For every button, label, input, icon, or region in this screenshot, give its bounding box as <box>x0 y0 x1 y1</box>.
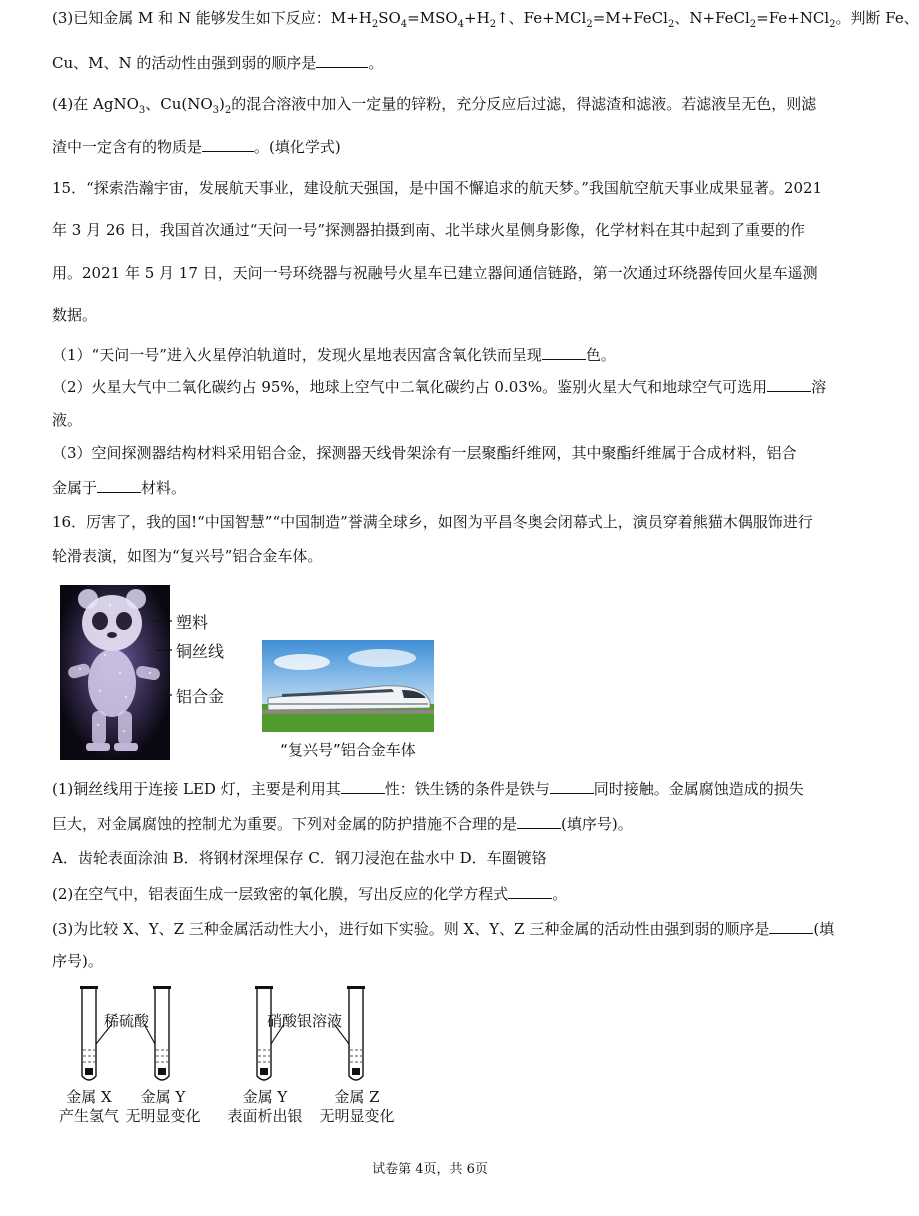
text: (1)铜丝线用于连接 LED 灯，主要是利用其 <box>52 780 341 798</box>
answer-blank[interactable] <box>341 778 385 794</box>
q3-order-line <box>52 52 383 73</box>
text: 渣中一定含有的物质是 <box>52 138 203 156</box>
text: (3)为比较 X、Y、Z 三种金属活动性大小，进行如下实验。则 X、Y、Z 三种金属的活动性由强到弱的顺序是 <box>52 920 770 938</box>
text: (3)已知金属 M 和 N 能够发生如下反应：M+H <box>52 9 372 27</box>
tube-result: 无明显变化 <box>319 1107 395 1125</box>
tube-metal: 金属 Y <box>242 1088 288 1106</box>
label-plastic: 塑料 <box>176 613 209 632</box>
q16-options-line: A．齿轮表面涂油 B．将钢材深埋保存 C．钢刀浸泡在盐水中 D．车圈镀铬 <box>52 849 547 867</box>
text: 、Cu(NO <box>145 95 213 113</box>
label-dilute-sulfuric-acid: 稀硫酸 <box>104 1012 150 1030</box>
text: 性：铁生锈的条件是铁与 <box>384 780 550 798</box>
label-copper-wire: 铜丝线 <box>176 642 225 661</box>
q15-1-line <box>52 344 616 365</box>
panda-figure <box>60 585 268 763</box>
answer-blank[interactable] <box>769 918 813 934</box>
text: ↑、Fe+MCl <box>496 9 587 27</box>
answer-blank[interactable] <box>97 477 141 493</box>
q3-equation-line <box>52 8 919 35</box>
text: (2)在空气中，铝表面生成一层致密的氧化膜，写出反应的化学方程式 <box>52 885 509 903</box>
subscript: 4 <box>400 19 408 30</box>
q15-line-2: 年 3 月 26 日，我国首次通过“天问一号”探测器拍摄到南、北半球火星侧身影像，化学材料在其中起到了重要的作 <box>52 221 806 239</box>
q4-answer-line <box>52 136 341 157</box>
text: =M+FeCl <box>592 9 668 27</box>
page-footer: 试卷第 4页，共 6页 <box>372 1162 488 1177</box>
q4-line <box>52 94 816 121</box>
label-aluminum-alloy: 铝合金 <box>176 687 225 706</box>
answer-blank[interactable] <box>316 52 368 68</box>
callout-lines <box>60 585 268 763</box>
text: 金属于 <box>52 479 98 497</box>
subscript: 4 <box>457 19 465 30</box>
text: =MSO <box>407 9 458 27</box>
answer-blank[interactable] <box>202 136 254 152</box>
answer-blank[interactable] <box>767 376 811 392</box>
q15-3-line: （3）空间探测器结构材料采用铝合金，探测器天线骨架涂有一层聚酯纤维网，其中聚酯纤维属于合成材料，铝合 <box>52 444 797 462</box>
label-silver-nitrate: 硝酸银溶液 <box>267 1012 343 1030</box>
q16-3-line <box>52 918 834 939</box>
subscript: 3 <box>138 105 146 116</box>
subscript: 2 <box>371 19 379 30</box>
tube-metal: 金属 Y <box>140 1088 186 1106</box>
text: 材料。 <box>141 479 187 497</box>
q16-line-1: 16．厉害了，我的国!“中国智慧”“中国制造”誉满全球乡，如图为平昌冬奥会闭幕式上，演员穿着熊猫木偶服饰进行 <box>52 513 813 531</box>
text: 的混合溶液中加入一定量的锌粉，充分反应后过滤，得滤渣和滤液。若滤液呈无色，则滤 <box>231 95 817 113</box>
q16-3-line-b: 序号)。 <box>52 952 103 970</box>
q15-2-line <box>52 376 826 397</box>
q15-2-line-b: 液。 <box>52 411 83 429</box>
text: 、N+FeCl <box>674 9 750 27</box>
train-photo <box>262 640 434 732</box>
subscript: 3 <box>212 105 220 116</box>
q15-3-line-b <box>52 477 186 498</box>
text: Cu、M、N 的活动性由强到弱的顺序是 <box>52 54 317 72</box>
subscript: 2 <box>829 19 836 30</box>
tube-metal: 金属 Z <box>334 1088 380 1106</box>
answer-blank[interactable] <box>542 344 586 360</box>
text: 。判断 Fe、 <box>835 9 919 27</box>
tube-3-caption <box>220 1088 310 1126</box>
q16-1-line-b <box>52 813 633 834</box>
text: (4)在 AgNO <box>52 95 139 113</box>
text: 溶 <box>811 378 827 396</box>
train-figure <box>262 640 434 762</box>
subscript: 2 <box>749 19 757 30</box>
tube-2-caption <box>118 1088 208 1126</box>
text: （1）“天问一号”进入火星停泊轨道时，发现火星地表因富含氧化铁而呈现 <box>52 346 542 364</box>
q15-line-4: 数据。 <box>52 306 98 324</box>
text: (填序号)。 <box>561 815 633 833</box>
answer-blank[interactable] <box>517 813 561 829</box>
tube-4-caption <box>312 1088 402 1126</box>
text: 巨大，对金属腐蚀的控制尤为重要。下列对金属的防护措施不合理的是 <box>52 815 518 833</box>
train-illustration <box>262 640 434 732</box>
subscript: 2 <box>586 19 593 30</box>
tube-result: 产生氢气 <box>58 1107 119 1125</box>
tube-result: 表面析出银 <box>227 1107 303 1125</box>
text: 。 <box>552 885 568 903</box>
q15-line-3: 用。2021 年 5 月 17 日，天问一号环绕器与祝融号火星车已建立器间通信链路，第一次通过环绕器传回火星车遥测 <box>52 264 818 282</box>
text: +H <box>464 9 490 27</box>
q16-line-2: 轮滑表演，如图为“复兴号”铝合金车体。 <box>52 547 323 565</box>
answer-blank[interactable] <box>550 778 594 794</box>
subscript: 2 <box>489 19 497 30</box>
test-tube-figure <box>52 982 412 1128</box>
tube-metal: 金属 X <box>66 1088 112 1106</box>
subscript: 2 <box>224 105 232 116</box>
q16-1-line <box>52 778 804 799</box>
text: 。 <box>368 54 384 72</box>
answer-blank[interactable] <box>508 883 552 899</box>
text: SO <box>378 9 401 27</box>
q16-2-line <box>52 883 567 904</box>
text: （2）火星大气中二氧化碳约占 95%，地球上空气中二氧化碳约占 0.03%。鉴别火星大气和地球空气可选用 <box>52 378 768 396</box>
subscript: 2 <box>667 19 675 30</box>
text: (填 <box>813 920 835 938</box>
q15-line-1: 15．“探索浩瀚宇宙，发展航天事业，建设航天强国，是中国不懈追求的航天梦。”我国航空航天事业成果显著。2021 <box>52 179 823 197</box>
text: ) <box>219 95 225 113</box>
text: =Fe+NCl <box>756 9 830 27</box>
text: 。(填化学式) <box>254 138 341 156</box>
text: 色。 <box>585 346 616 364</box>
text: 同时接触。金属腐蚀造成的损失 <box>593 780 804 798</box>
test-tubes-drawing <box>52 982 412 1094</box>
tube-result: 无明显变化 <box>125 1107 201 1125</box>
train-caption: “复兴号”铝合金车体 <box>280 741 416 759</box>
